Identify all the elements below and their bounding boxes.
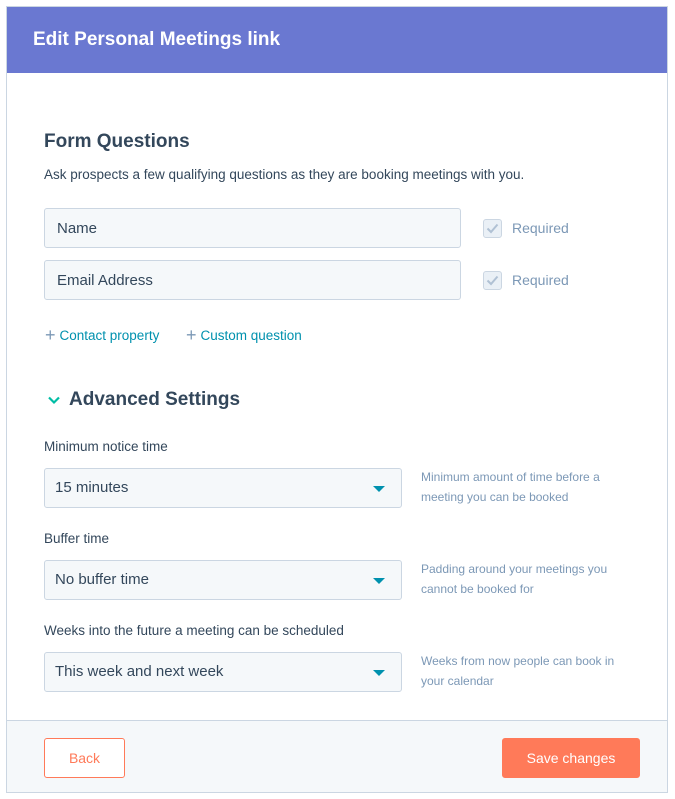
name-required-checkbox[interactable] (483, 218, 569, 238)
caret-down-icon (373, 670, 385, 676)
caret-down-icon (373, 486, 385, 492)
save-changes-button[interactable]: Save changes (502, 738, 640, 778)
advanced-settings-title: Advanced Settings (69, 389, 241, 410)
chevron-down-icon (47, 393, 61, 407)
minimum-notice-label: Minimum notice time (44, 439, 168, 454)
add-contact-property-link[interactable] (45, 326, 159, 344)
plus-icon: + (186, 325, 197, 345)
modal-title: Edit Personal Meetings link (33, 29, 281, 50)
email-required-checkbox[interactable] (483, 270, 569, 290)
modal-dialog (6, 6, 668, 793)
caret-down-icon (373, 578, 385, 584)
custom-question-label: Custom question (200, 327, 302, 343)
weeks-future-value: This week and next week (55, 663, 224, 680)
buffer-time-hint: Padding around your meetings you cannot be booked for (421, 562, 608, 596)
email-question-input[interactable] (44, 260, 461, 300)
buffer-time-value: No buffer time (55, 571, 149, 588)
add-custom-question-link[interactable] (186, 326, 302, 344)
weeks-future-select[interactable] (44, 652, 402, 692)
name-question-input[interactable] (44, 208, 461, 248)
back-button[interactable]: Back (44, 738, 125, 778)
minimum-notice-hint: Minimum amount of time before a meeting you can be booked (421, 470, 600, 504)
modal-header (7, 7, 667, 73)
weeks-future-hint: Weeks from now people can book in your calendar (421, 654, 615, 688)
required-label: Required (512, 272, 569, 288)
checkbox-checked-icon (483, 219, 502, 238)
form-questions-description: Ask prospects a few qualifying questions as they are booking meetings with you. (44, 167, 525, 182)
weeks-future-label: Weeks into the future a meeting can be scheduled (44, 623, 344, 638)
buffer-time-label: Buffer time (44, 531, 110, 546)
advanced-settings-toggle[interactable] (47, 389, 240, 411)
contact-property-label: Contact property (59, 327, 160, 343)
form-questions-title: Form Questions (44, 131, 190, 152)
minimum-notice-select[interactable] (44, 468, 402, 508)
checkbox-checked-icon (483, 271, 502, 290)
modal-footer (7, 720, 667, 792)
minimum-notice-value: 15 minutes (55, 479, 129, 496)
buffer-time-select[interactable] (44, 560, 402, 600)
required-label: Required (512, 220, 569, 236)
plus-icon: + (45, 325, 56, 345)
